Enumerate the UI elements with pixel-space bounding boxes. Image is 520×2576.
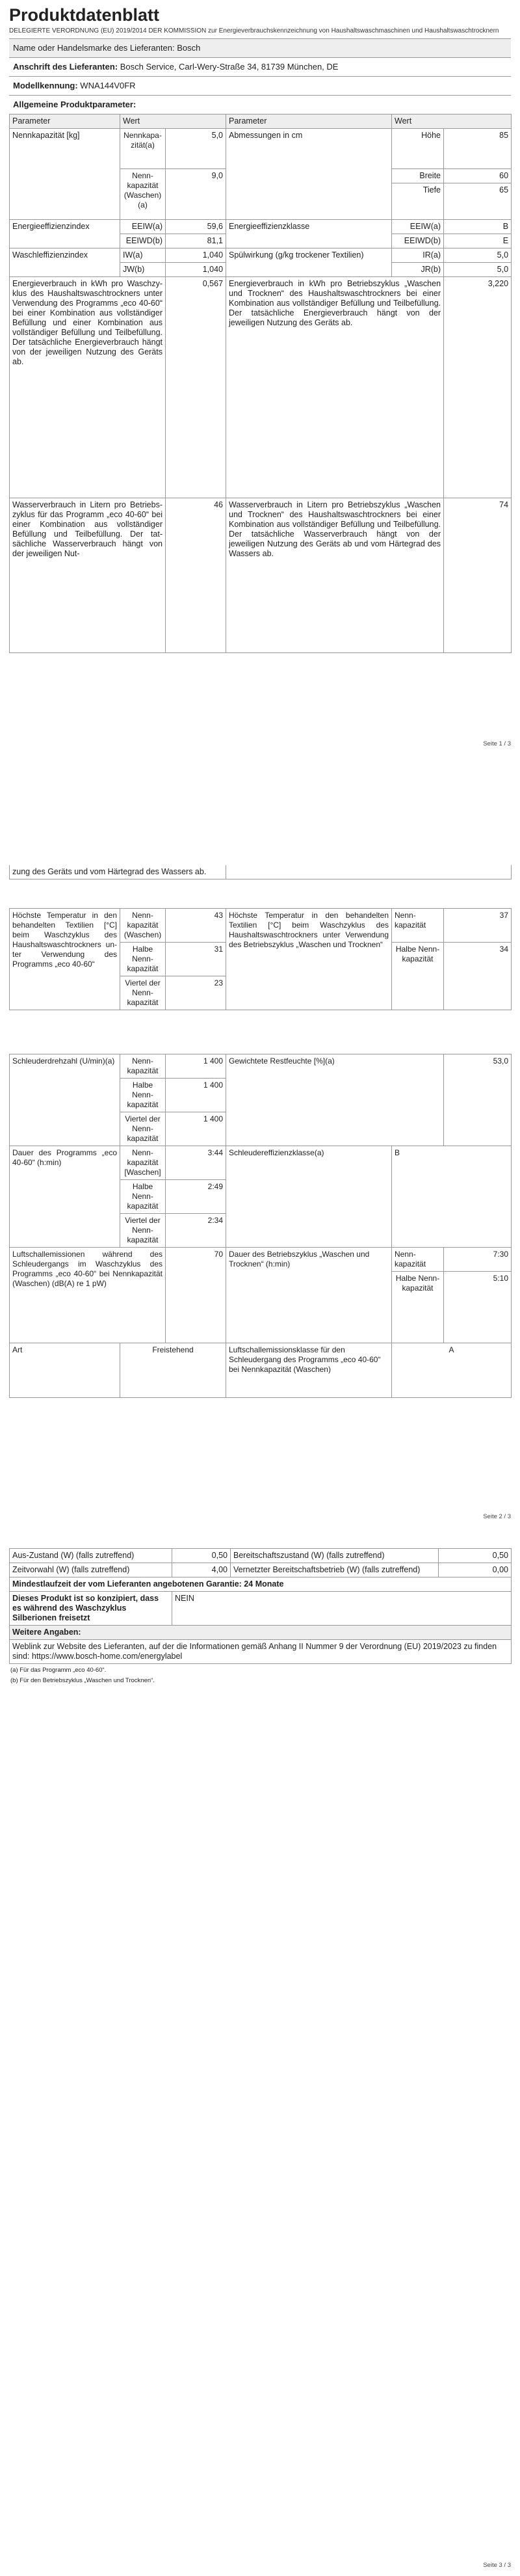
- jw-value: 1,040: [166, 263, 226, 277]
- header-param-2: Parameter: [226, 114, 392, 129]
- off-label: Aus-Zustand (W) (falls zutreffend): [10, 1549, 172, 1563]
- maxtemp-half-value: 31: [166, 943, 226, 976]
- maxtemp-wd-full-sub: Nennkapazität: [392, 909, 444, 943]
- address-label: Anschrift des Lieferanten:: [13, 62, 118, 72]
- maxtemp-quarter-sub: Viertel der Nennkapazität: [120, 976, 166, 1010]
- netstandby-value: 0,00: [439, 1563, 512, 1577]
- rinse-jw-symbol: JR(b): [392, 263, 444, 277]
- height-value: 85: [444, 129, 512, 169]
- spin-quarter-value: 1 400: [166, 1112, 226, 1146]
- off-value: 0,50: [172, 1549, 231, 1563]
- eeclass-wd-value: E: [444, 234, 512, 248]
- spin-full-sub: Nennkapazität: [120, 1054, 166, 1079]
- maxtemp-quarter-value: 23: [166, 976, 226, 1010]
- energy-wd-value: 3,220: [444, 277, 512, 498]
- maxtemp-full-value: 43: [166, 909, 226, 943]
- warranty: Mindestlaufzeit der vom Lieferanten angebotenen Garantie: 24 Monate: [10, 1577, 512, 1592]
- eeclass-w-value: B: [444, 220, 512, 234]
- rinse-iw-value: 5,0: [444, 248, 512, 263]
- duration-half-value: 2:49: [166, 1180, 226, 1214]
- capacity-washdry-value: 9,0: [166, 169, 226, 220]
- header-value-2: Wert: [392, 114, 512, 129]
- supplier-value: Bosch: [177, 43, 201, 53]
- energy-wash-label: Energieverbrauch in kWh pro Waschzyklus des Haushaltswaschtrockners unter Verwendung des Programms „eco 40-60“ bei einer Kombination aus vollständiger Befüllung und einer Kombination aus vollständiger Befüllung und Teilbefüllung. Der tatsächliche Energieverbrauch hängt von der jeweiligen Nutzung des Geräts ab.: [10, 277, 166, 498]
- noise-label: Luftschallemissionen während des Schleudergangs im Waschzyklus des Programms „eco 40-60“ bei Nennkapazität (Waschen) (dB(A) re 1 pW): [10, 1248, 166, 1343]
- eeclass-w-symbol: EEIW(a): [392, 220, 444, 234]
- silver-value: NEIN: [172, 1592, 512, 1626]
- iw-symbol: IW(a): [120, 248, 166, 263]
- depth-value: 65: [499, 185, 509, 195]
- rinse-jw-value: 5,0: [444, 263, 512, 277]
- type-value: Freistehend: [120, 1343, 226, 1398]
- delay-label: Zeitvorwahl (W) (falls zutreffend): [10, 1563, 172, 1577]
- duration-full-value: 3:44: [166, 1146, 226, 1180]
- header-value: Wert: [120, 114, 226, 129]
- rinse-iw-symbol: IR(a): [392, 248, 444, 263]
- wd-duration-label: Dauer des Betriebszyklus „Waschen und Trocknen“ (h:min): [226, 1248, 392, 1343]
- spin-full-value: 1 400: [166, 1054, 226, 1079]
- duration-label: Dauer des Programms „eco 40-60“ (h:min): [10, 1146, 120, 1248]
- footnote-a: (a) Für das Programm „eco 40-60“.: [10, 1667, 107, 1674]
- maxtemp-wd-half-value: 34: [444, 943, 512, 1010]
- wd-duration-full-value: 7:30: [444, 1248, 512, 1272]
- general-params-label: Allgemeine Produktparameter:: [13, 100, 136, 109]
- spinclass-value: B: [392, 1146, 512, 1248]
- width-depth-values: [444, 169, 512, 220]
- duration-quarter-sub: Viertel der Nennkapazität: [120, 1214, 166, 1248]
- eei-wd-symbol: EEIWD(b): [120, 234, 166, 248]
- maxtemp-full-sub: Nennkapazität (Waschen): [120, 909, 166, 943]
- further-info-heading: Weitere Angaben:: [10, 1626, 512, 1640]
- eeclass-wd-symbol: EEIWD(b): [392, 234, 444, 248]
- maxtemp-wd-label: Höchste Temperatur in den behandelten Textilien [°C] beim Waschzyklus des Haushaltswaschtrockners unter Verwendung des Betriebszyklus „Waschen und Trocknen“: [226, 909, 392, 1010]
- duration-half-sub: Halbe Nennkapazität: [120, 1180, 166, 1214]
- capacity-wash-sub: Nennkapazität(a): [120, 129, 166, 169]
- page-number-2: Seite 2 / 3: [483, 1513, 511, 1520]
- width-depth-labels: [392, 169, 444, 220]
- supplier-label: Name oder Handelsmarke des Lieferanten:: [13, 43, 175, 53]
- page-3: [0, 1548, 520, 2576]
- water-wd-label: Wasserverbrauch in Litern pro Betriebszyklus „Waschen und Trocknen“ des Haushaltswaschtrockners bei einer Kombination aus vollständiger Befüllung und Teilbefüllung. Der tatsächliche Wasserverbrauch hängt von der jeweiligen Nutzung des Geräts ab und vom Härtegrad des Wassers ab.: [226, 498, 444, 653]
- energy-wd-label: Energieverbrauch in kWh pro Betriebszyklus „Waschen und Trocknen“ des Haushaltswaschtrockners bei einer Kombination aus vollständiger Befüllung und Teilbefüllung. Der tatsächliche Energieverbrauch hängt von der jeweiligen Nutzung des Geräts ab.: [226, 277, 444, 498]
- delay-value: 4,00: [172, 1563, 231, 1577]
- maxtemp-half-sub: Halbe Nennkapazität: [120, 943, 166, 976]
- model-label: Modellkennung:: [13, 81, 78, 90]
- depth-label: Tiefe: [422, 185, 441, 195]
- iw-value: 1,040: [166, 248, 226, 263]
- standby-value: 0,50: [439, 1549, 512, 1563]
- spinclass-label: Schleudereffizienzklasse(a): [226, 1146, 392, 1248]
- params-table-2c: [9, 1054, 512, 1398]
- jw-symbol: JW(b): [120, 263, 166, 277]
- moisture-label: Gewichtete Restfeuchte [%](a): [226, 1054, 444, 1146]
- continued-label: zung des Geräts und vom Härtegrad des Wassers ab.: [10, 865, 226, 879]
- document-subtitle: DELEGIERTE VERORDNUNG (EU) 2019/2014 DER KOMMISSION zur Energieverbrauchskennzeichnung von Haushaltswaschmaschinen und Haushaltswaschtrocknern: [9, 27, 499, 34]
- wd-duration-full-sub: Nennkapazität: [392, 1248, 444, 1272]
- silver-label: Dieses Produkt ist so konzipiert, dass es während des Waschzyklus Silberionen freisetzt: [10, 1592, 172, 1626]
- noiseclass-label: Luftschallemissionsklasse für den Schleudergang des Programms „eco 40-60“ bei Nennkapazität (Waschen): [226, 1343, 392, 1398]
- standby-label: Bereitschaftszustand (W) (falls zutreffend): [231, 1549, 439, 1563]
- address-row: [9, 57, 511, 76]
- page-2-lower: [0, 1054, 520, 1529]
- document-title: Produktdatenblatt: [9, 5, 160, 25]
- continued-blank: [226, 865, 512, 879]
- params-table-3: [9, 1548, 512, 1664]
- eei-label: Energieeffizienzindex: [10, 220, 120, 248]
- maxtemp-wd-half-sub: Halbe Nennkapazität: [392, 943, 444, 1010]
- params-table-2: [9, 865, 512, 879]
- water-wash-label: Wasserverbrauch in Litern pro Betriebszyklus für das Programm „eco 40-60“ bei einer Kombination aus vollständiger Befüllung und Teilbefüllung. Der tatsächliche Wasserverbrauch hängt von der jeweiligen Nut-: [10, 498, 166, 653]
- eei-w-symbol: EEIW(a): [120, 220, 166, 234]
- model-value: WNA144V0FR: [80, 81, 136, 90]
- duration-full-sub: Nennkapazität [Waschen]: [120, 1146, 166, 1180]
- wd-duration-half-value: 5:10: [444, 1272, 512, 1343]
- capacity-washdry-sub: Nennkapazität (Waschen)(a): [120, 169, 166, 220]
- spin-half-value: 1 400: [166, 1079, 226, 1112]
- width-label: Breite: [392, 169, 443, 183]
- noiseclass-value: A: [392, 1343, 512, 1398]
- spin-quarter-sub: Viertel der Nennkapazität: [120, 1112, 166, 1146]
- width-value: 60: [444, 169, 511, 183]
- maxtemp-label: Höchste Temperatur in den behandelten Textilien [°C] beim Waschzyklus des Haushaltswaschtrockners unter Verwendung des Programms „eco 40-60“: [10, 909, 120, 1010]
- eei-wd-value: 81,1: [166, 234, 226, 248]
- rinse-label: Spülwirkung (g/kg trockener Textilien): [226, 248, 392, 277]
- maxtemp-wd-full-value: 37: [444, 909, 512, 943]
- netstandby-label: Vernetzter Bereitschaftsbetrieb (W) (falls zutreffend): [231, 1563, 439, 1577]
- noise-value: 70: [166, 1248, 226, 1343]
- model-row: [9, 76, 511, 95]
- wd-duration-half-sub: Halbe Nennkapazität: [392, 1272, 444, 1343]
- capacity-wash-value: 5,0: [166, 129, 226, 169]
- supplier-row: [9, 38, 511, 57]
- duration-quarter-value: 2:34: [166, 1214, 226, 1248]
- page-number-3: Seite 3 / 3: [483, 2562, 511, 2569]
- eei-w-value: 59,6: [166, 220, 226, 234]
- energy-wash-value: 0,567: [166, 277, 226, 498]
- capacity-label: Nennkapazität [kg]: [10, 129, 120, 220]
- params-table-1: [9, 114, 512, 653]
- eeclass-label: Energieeffizienzklasse: [226, 220, 392, 248]
- dimensions-label: Abmessungen in cm: [226, 129, 392, 220]
- moisture-value: 53,0: [444, 1054, 512, 1146]
- general-params-heading: [9, 95, 511, 114]
- header-param: Parameter: [10, 114, 120, 129]
- page-number-1: Seite 1 / 3: [483, 740, 511, 747]
- page-1: [0, 0, 520, 755]
- height-label: Höhe: [392, 129, 444, 169]
- spin-half-sub: Halbe Nennkapazität: [120, 1079, 166, 1112]
- wash-eff-label: Waschleffizienzindex: [10, 248, 120, 277]
- water-wd-value: 74: [444, 498, 512, 653]
- address-value: Bosch Service, Carl-Wery-Straße 34, 81739 München, DE: [120, 62, 339, 72]
- params-table-2b: [9, 908, 512, 1010]
- type-label: Art: [10, 1343, 120, 1398]
- footnote-b: (b) Für den Betriebszyklus „Waschen und Trocknen“.: [10, 1677, 155, 1684]
- spin-label: Schleuderdrehzahl (U/min)(a): [10, 1054, 120, 1146]
- weblink: Weblink zur Website des Lieferanten, auf der die Informationen gemäß Anhang II Nummer 9 der Verordnung (EU) 2019/2023 zu finden sind: https://www.bosch-home.com/energylabel: [10, 1640, 512, 1664]
- water-wash-value: 46: [166, 498, 226, 653]
